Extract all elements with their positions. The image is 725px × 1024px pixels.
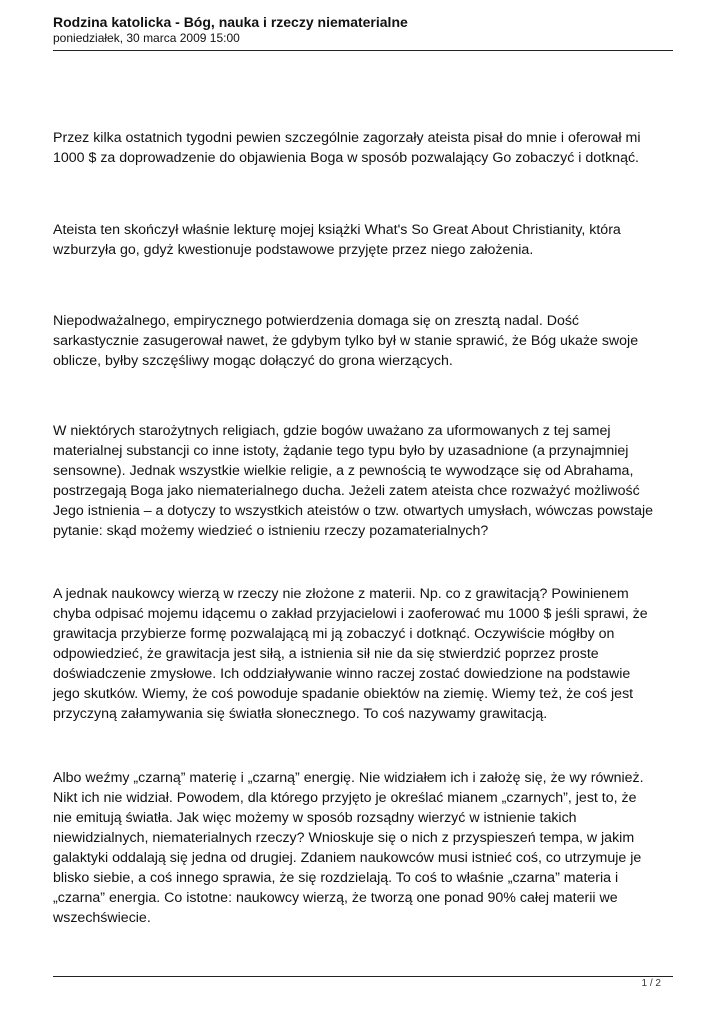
paragraph-3: Niepodważalnego, empirycznego potwierdzenia domaga się on zresztą nadal. Dość sarkastycznie zasugerował nawet, że gdybym tylko był w stanie sprawić, że Bóg ukaże swoje oblicze, byłby szczęśliwy mogąc dołączyć do grona wierzących. [53, 313, 639, 369]
paragraph-2: Ateista ten skończył właśnie lekturę mojej książki What's So Great About Christianity, która wzburzyła go, gdyż kwestionuje podstawowe przyjęte przez niego założenia. [53, 222, 621, 258]
paragraph-1: Przez kilka ostatnich tygodni pewien szczególnie zagorzały ateista pisał do mnie i oferował mi 1000 $ za doprowadzenie do objawienia Boga w sposób pozwalający Go zobaczyć i dotknąć. [53, 130, 641, 166]
paragraph-6: Albo weźmy „czarną” materię i „czarną” energię. Nie widziałem ich i założę się, że wy również. Nikt ich nie widział. Powodem, dla którego przyjęto je określać mianem „czarnych”, jest to, że nie emitują światła. Jak więc możemy w sposób rozsądny wierzyć w istnienie takich niewidzialnych, niematerialnych rzeczy? Wnioskuje się o nich z przyspieszeń tempa, w jakim galaktyki oddalają się jedna od drugiej. Zdaniem naukowców musi istnieć coś, co utrzymuje je blisko siebie, a coś innego sprawia, że się rozdzielają. To coś to właśnie „czarna” materia i „czarna” energia. Co istotne: naukowcy wierzą, że tworzą one ponad 90% całej materii we wszechświecie. [53, 770, 644, 926]
paragraph-4: W niektórych starożytnych religiach, gdzie bogów uważano za uformowanych z tej samej materialnej substancji co inne istoty, żądanie tego typu było by uzasadnione (a przynajmniej sensowne). Jednak wszystkie wielkie religie, a z pewnością te wywodzące się od Abrahama, postrzegają Boga jako niematerialnego ducha. Jeżeli zatem ateista chce rozważyć możliwość Jego istnienia – a dotyczy to wszystkich ateistów o tzw. otwartych umysłach, wówczas powstaje pytanie: skąd możemy wiedzieć o istnieniu rzeczy pozamaterialnych? [53, 423, 654, 539]
paragraph-5: A jednak naukowcy wierzą w rzeczy nie złożone z materii. Np. co z grawitacją? Powinienem chyba odpisać mojemu idącemu o zakład przyjacielowi i zaoferować mu 1000 $ jeśli sprawi, że grawitacja przybierze formę pozwalającą mi ją zobaczyć i dotknąć. Oczywiście mógłby on odpowiedzieć, że grawitacja jest siłą, a istnienia sił nie da się stwierdzić poprzez proste doświadczenie zmysłowe. Ich oddziaływanie winno raczej zostać dowiedzione na podstawie jego skutków. Wiemy, że coś powoduje spadanie obiektów na ziemię. Wiemy też, że coś jest przyczyną załamywania się światła słonecznego. To coś nazywamy grawitacją. [53, 586, 648, 722]
page-number: 1 / 2 [641, 978, 661, 989]
document-header [53, 14, 673, 46]
header-divider [53, 50, 673, 51]
publish-date: poniedziałek, 30 marca 2009 15:00 [53, 31, 240, 45]
footer-divider [53, 976, 673, 977]
document-title: Rodzina katolicka - Bóg, nauka i rzeczy niematerialne [53, 14, 408, 30]
